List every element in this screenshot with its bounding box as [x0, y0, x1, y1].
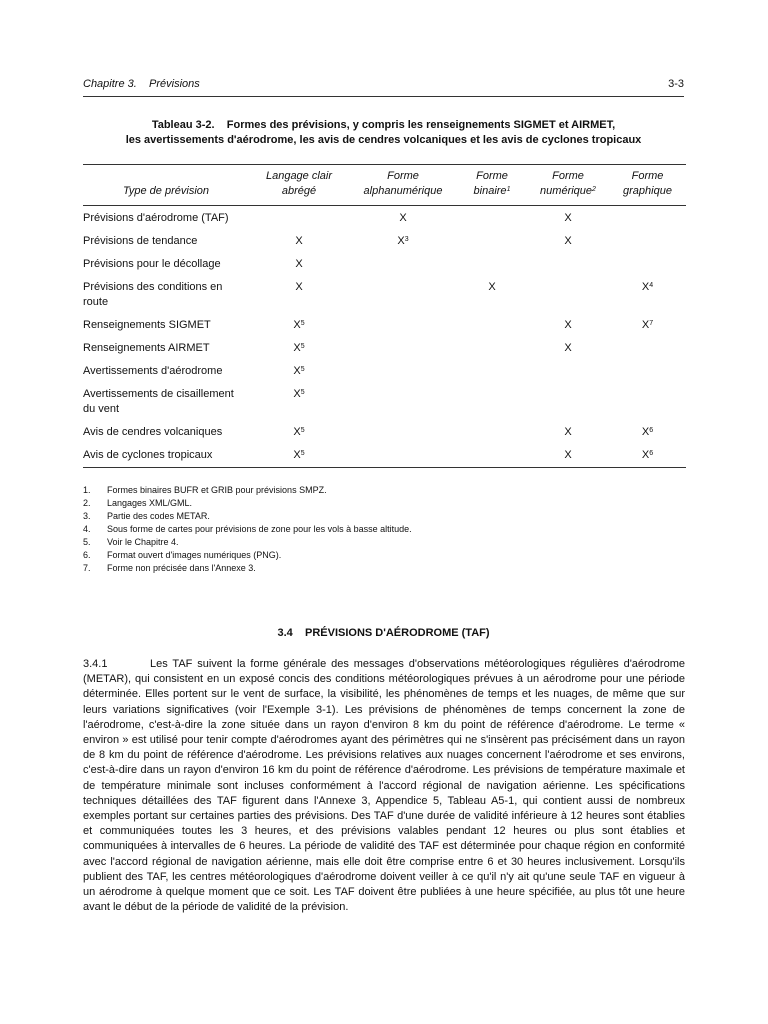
chapter-title: Chapitre 3. Prévisions	[83, 78, 200, 90]
table-cell: X	[295, 281, 303, 293]
table-caption-line-2: les avertissements d'aérodrome, les avis de cendres volcaniques et les avis de cyclones tropicaux	[125, 134, 642, 146]
table-row	[83, 314, 686, 337]
table-cell: $X^5$	[293, 342, 305, 354]
table-cell: X	[564, 426, 572, 438]
table-cell: $X^4$	[641, 281, 654, 293]
table-cell	[349, 276, 457, 314]
row-label: Avertissements de cisaillement du vent	[83, 388, 234, 415]
table-cell: $X^5$	[293, 388, 305, 400]
footnote-item: 6. Format ouvert d'images numériques (PNG).	[83, 550, 282, 560]
table-cell: X	[295, 258, 303, 270]
table-cell	[457, 230, 527, 253]
column-header: Forme graphique	[623, 170, 672, 197]
table-cell: X	[564, 449, 572, 461]
table-cell	[609, 253, 686, 276]
paragraph-number: 3.4.1	[83, 658, 108, 670]
table-cell: X	[564, 319, 572, 331]
table-cell: X	[564, 235, 572, 247]
footnote-item: 5. Voir le Chapitre 4.	[83, 537, 179, 547]
table-row	[83, 421, 686, 444]
table-cell: X	[399, 212, 407, 224]
row-label: Avis de cyclones tropicaux	[83, 449, 213, 461]
table-cell	[609, 383, 686, 421]
row-label: Avertissements d'aérodrome	[83, 365, 223, 377]
paragraph-text: Les TAF suivent la forme générale des messages d'observations météorologiques régulières d'aérodrome (METAR), qui consistent en un exposé concis des conditions météorologiques prévues à un aérodrome pour une période déterminée. Elles portent sur le vent de surface, la visibilité, les phénomènes de temps et les nuages, de même que sur leurs variations significatives (voir l'Exemple 3-1). Les prévisions de phénomènes de temps concernent la zone de l'aérodrome, c'est-à-dire la zone située dans un rayon d'environ 8 km du point de référence d'aérodrome. Le terme « environ » est utilisé pour tenir compte d'aérodromes ayant des périmètres qui ne s'insèrent pas précisément dans un rayon de 8 km du point de référence d'aérodrome. Les prévisions relatives aux nuages concernent l'aérodrome et ses environs, c'est-à-dire dans un rayon d'environ 16 km du point de référence d'aérodrome. Les prévisions de température maximale et de température minimale sont incluses conformément à l'accord régional de navigation aérienne. Les spécifications techniques détaillées des TAF figurent dans l'Annexe 3, Appendice 5, Tableau A5-1, qui contient aussi de nombreux exemples portant sur certaines parties des prévisions. Des TAF d'une durée de validité inférieure à 12 heures sont établies et communiquées toutes les 3 heures, et des prévisions valables pendant 12 heures ou plus sont établies et communiquées à intervalles de 6 heures. La période de validité des TAF est déterminée pour chaque région en conformité avec l'accord régional de navigation aérienne, mais elle doit être comprise entre 6 et 30 heures inclusivement. Lorsqu'ils publient des TAF, les centres météorologiques d'aérodrome doivent veiller à ce qu'il n'y ait qu'une seule TAF en vigueur à un aérodrome à quelque moment que ce soit. Les TAF doivent être publiées à une heure spécifiée, au plus tôt une heure avant le début de la période de validité de la prévision.	[83, 658, 685, 914]
table-cell: $X^3$	[397, 235, 409, 247]
table-cell	[457, 337, 527, 360]
row-label: Renseignements AIRMET	[83, 342, 210, 354]
table-cell	[609, 360, 686, 383]
table-row	[83, 253, 686, 276]
table-cell	[457, 360, 527, 383]
table-cell	[349, 314, 457, 337]
footnote-item: 7. Forme non précisée dans l'Annexe 3.	[83, 563, 256, 573]
table-row	[83, 276, 686, 314]
table-cell	[457, 444, 527, 468]
row-label: Renseignements SIGMET	[83, 319, 211, 331]
table-cell: $X^5$	[293, 319, 305, 331]
table-cell	[527, 360, 609, 383]
table-row	[83, 206, 686, 231]
row-label: Prévisions d'aérodrome (TAF)	[83, 212, 229, 224]
table-row	[83, 337, 686, 360]
footnote-item: 3. Partie des codes METAR.	[83, 511, 210, 521]
table-cell	[349, 421, 457, 444]
table-cell: $X^5$	[293, 426, 305, 438]
table-cell	[527, 276, 609, 314]
table-footnotes	[83, 484, 412, 575]
footnote-item: 2. Langages XML/GML.	[83, 498, 193, 508]
table-caption-line-1: Tableau 3-2. Formes des prévisions, y compris les renseignements SIGMET et AIRMET,	[151, 119, 616, 131]
table-cell	[349, 360, 457, 383]
table-cell: X	[564, 342, 572, 354]
table-cell	[349, 337, 457, 360]
table-cell	[609, 230, 686, 253]
table-row	[83, 360, 686, 383]
column-header: Forme alphanumérique	[363, 170, 443, 197]
page-header	[83, 78, 684, 97]
table-cell	[349, 383, 457, 421]
table-cell: X	[488, 281, 496, 293]
table-cell	[457, 314, 527, 337]
table-cell	[457, 253, 527, 276]
table-cell	[527, 253, 609, 276]
page-number: 3-3	[668, 78, 684, 90]
table-cell	[349, 253, 457, 276]
column-header: Forme numérique$^2$	[540, 170, 596, 197]
table-cell: $X^5$	[293, 365, 305, 377]
column-header: Type de prévision	[122, 185, 209, 197]
table-cell: $X^5$	[293, 449, 305, 461]
table-cell: X	[564, 212, 572, 224]
section-title: 3.4 PRÉVISIONS D'AÉRODROME (TAF)	[277, 627, 490, 639]
row-label: Prévisions des conditions en route	[83, 281, 223, 308]
table-cell	[457, 383, 527, 421]
table-cell	[609, 206, 686, 231]
footnote-item: 4. Sous forme de cartes pour prévisions de zone pour les vols à basse altitude.	[83, 524, 412, 534]
table-row	[83, 383, 686, 421]
table-row	[83, 444, 686, 468]
column-header: Langage clair abrégé	[265, 170, 333, 197]
table-row	[83, 230, 686, 253]
table-cell	[349, 444, 457, 468]
table-cell	[457, 206, 527, 231]
table-cell	[609, 337, 686, 360]
column-header: Forme binaire$^1$	[473, 170, 511, 197]
table-cell: X	[295, 235, 303, 247]
footnote-item: 1. Formes binaires BUFR et GRIB pour prévisions SMPZ.	[83, 485, 327, 495]
table-cell: $X^7$	[641, 319, 654, 331]
row-label: Prévisions pour le décollage	[83, 258, 221, 270]
table-caption	[83, 118, 684, 148]
row-label: Prévisions de tendance	[83, 235, 198, 247]
table-cell	[457, 421, 527, 444]
table-cell: $X^6$	[641, 449, 654, 461]
row-label: Avis de cendres volcaniques	[83, 426, 223, 438]
table-cell	[527, 383, 609, 421]
table-cell	[249, 206, 349, 231]
paragraph-3-4-1	[83, 657, 685, 915]
table-cell: $X^6$	[641, 426, 654, 438]
forecast-forms-table	[83, 164, 686, 468]
table-header-row	[83, 165, 686, 206]
